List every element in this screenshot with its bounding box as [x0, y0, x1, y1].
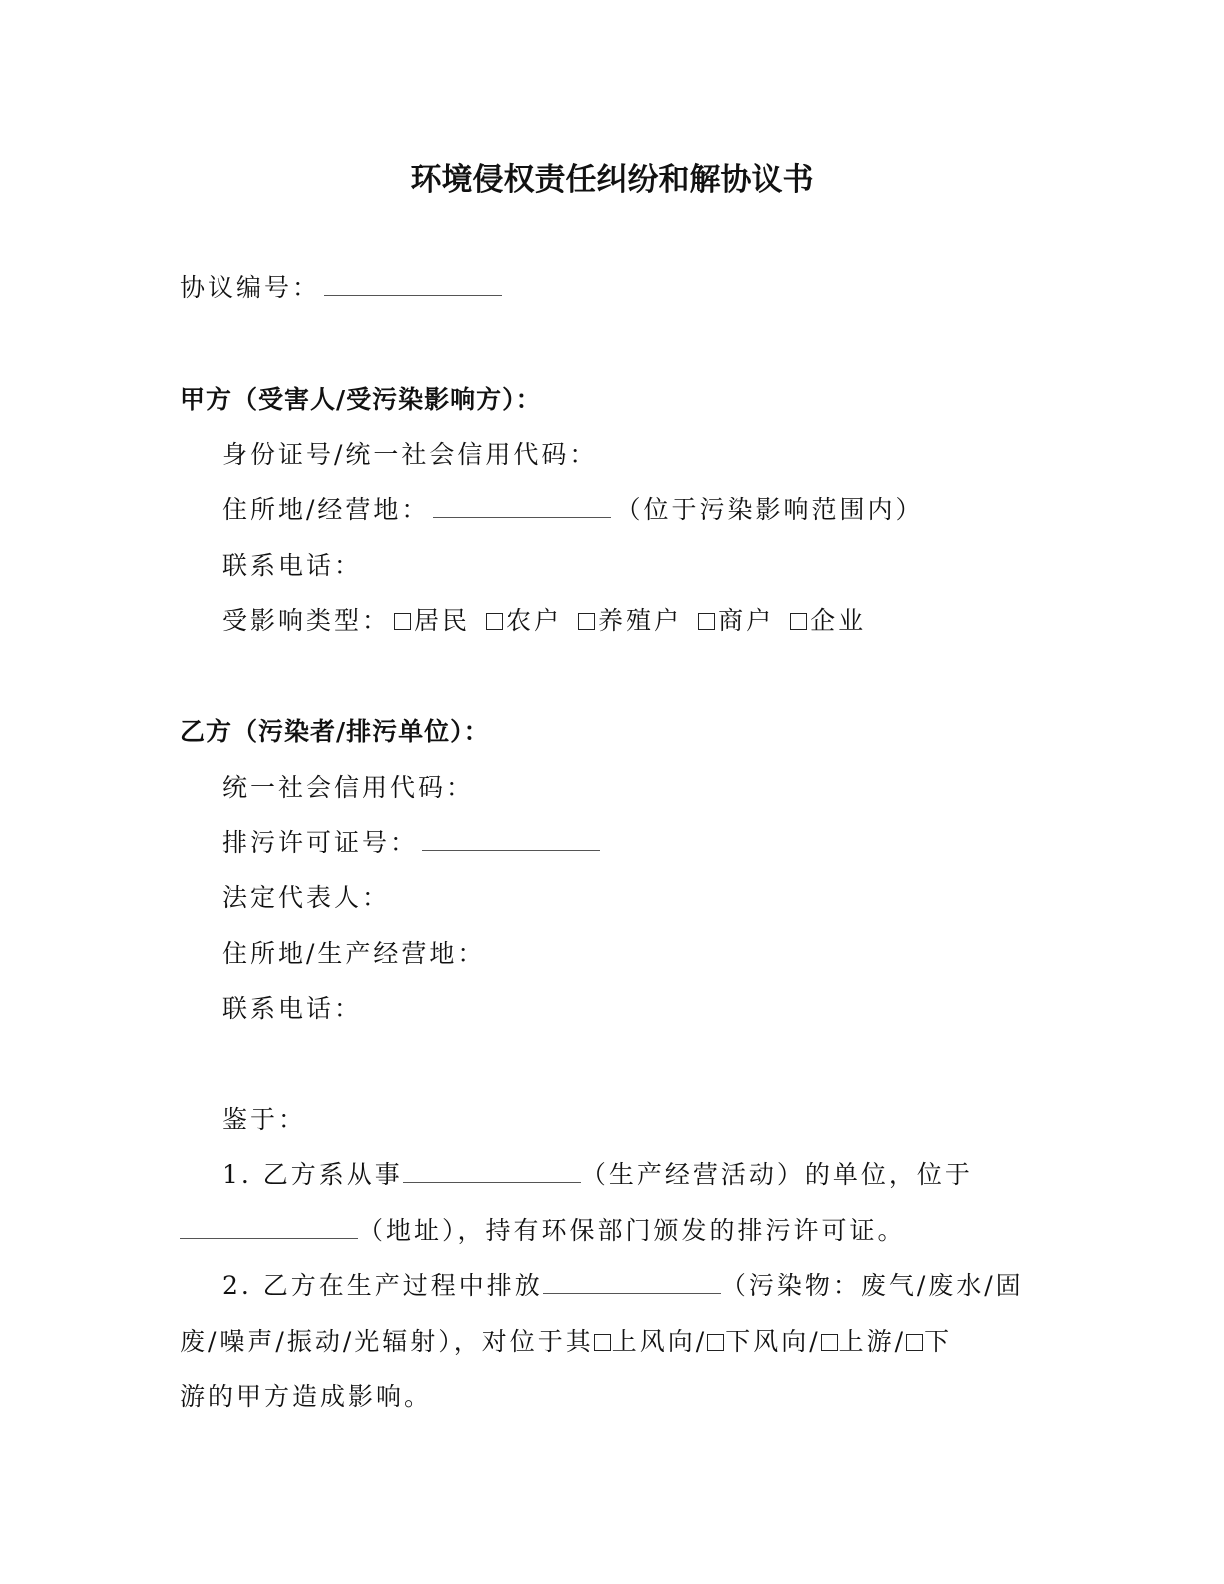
type-option-farmer[interactable]: 农户	[482, 606, 562, 635]
whereas-item-2-cont: 废/噪声/振动/光辐射），对位于其 上风向/ 下风向/ 上游/ 下	[180, 1327, 953, 1356]
party-a-type-label: 受影响类型：	[222, 606, 391, 635]
party-a-address-note: （位于污染影响范围内）	[615, 495, 924, 524]
address-field[interactable]	[180, 1216, 358, 1239]
party-b-address-label: 住所地/生产经营地：	[222, 939, 486, 968]
direction-downstream[interactable]: 下	[906, 1327, 952, 1356]
type-option-merchant[interactable]: 商户	[694, 606, 774, 635]
whereas-item-1-cont: （地址），持有环保部门颁发的排污许可证。	[180, 1214, 906, 1248]
party-a-type-row	[222, 604, 878, 638]
party-b-phone-label: 联系电话：	[222, 994, 363, 1023]
pollutant-field[interactable]	[543, 1271, 721, 1294]
party-b-legal-rep-label: 法定代表人：	[222, 883, 391, 912]
party-a-phone-label: 联系电话：	[222, 551, 363, 580]
party-b-permit-row	[222, 826, 604, 860]
checkbox-icon[interactable]	[906, 1334, 923, 1351]
agreement-number-row	[180, 271, 506, 305]
party-a-address-field[interactable]	[433, 495, 611, 518]
agreement-number-label: 协议编号：	[180, 273, 321, 302]
party-a-heading: 甲方（受害人/受污染影响方）：	[180, 385, 542, 414]
party-b-legal-rep-row	[222, 881, 390, 915]
direction-downwind[interactable]: 下风向/	[707, 1327, 820, 1356]
type-option-resident[interactable]: 居民	[390, 606, 470, 635]
party-b-credit-code-row	[222, 771, 474, 805]
whereas-item-1: 1. 乙方系从事 （生产经营活动）的单位，位于	[222, 1160, 973, 1189]
type-option-breeder[interactable]: 养殖户	[574, 606, 682, 635]
type-option-enterprise[interactable]: 企业	[786, 606, 866, 635]
party-a-address-row	[222, 493, 923, 527]
checkbox-icon[interactable]	[707, 1334, 724, 1351]
party-b-credit-code-label: 统一社会信用代码：	[222, 773, 475, 802]
party-a-id-row	[222, 438, 597, 472]
whereas-heading: 鉴于：	[222, 1105, 307, 1134]
checkbox-icon[interactable]	[594, 1334, 611, 1351]
party-a-address-label: 住所地/经营地：	[222, 495, 430, 524]
checkbox-icon[interactable]	[821, 1334, 838, 1351]
checkbox-icon[interactable]	[698, 613, 715, 630]
direction-upstream[interactable]: 上游/	[821, 1327, 906, 1356]
checkbox-icon[interactable]	[790, 613, 807, 630]
document-title: 环境侵权责任纠纷和解协议书	[410, 162, 814, 198]
whereas-item-2-end: 游的甲方造成影响。	[180, 1382, 433, 1411]
checkbox-icon[interactable]	[486, 613, 503, 630]
party-b-phone-row	[222, 992, 362, 1026]
agreement-number-field[interactable]	[324, 273, 502, 296]
party-b-permit-label: 排污许可证号：	[222, 828, 419, 857]
party-b-permit-field[interactable]	[422, 828, 600, 851]
party-b-heading: 乙方（污染者/排污单位）：	[180, 717, 490, 746]
checkbox-icon[interactable]	[394, 613, 411, 630]
checkbox-icon[interactable]	[578, 613, 595, 630]
whereas-item-2: 2. 乙方在生产过程中排放 （污染物：废气/废水/固	[222, 1271, 1024, 1300]
party-b-address-row	[222, 937, 485, 971]
party-a-id-label: 身份证号/统一社会信用代码：	[222, 440, 598, 469]
party-a-phone-row	[222, 549, 362, 583]
business-activity-field[interactable]	[403, 1160, 581, 1183]
direction-upwind[interactable]: 上风向/	[594, 1327, 707, 1356]
